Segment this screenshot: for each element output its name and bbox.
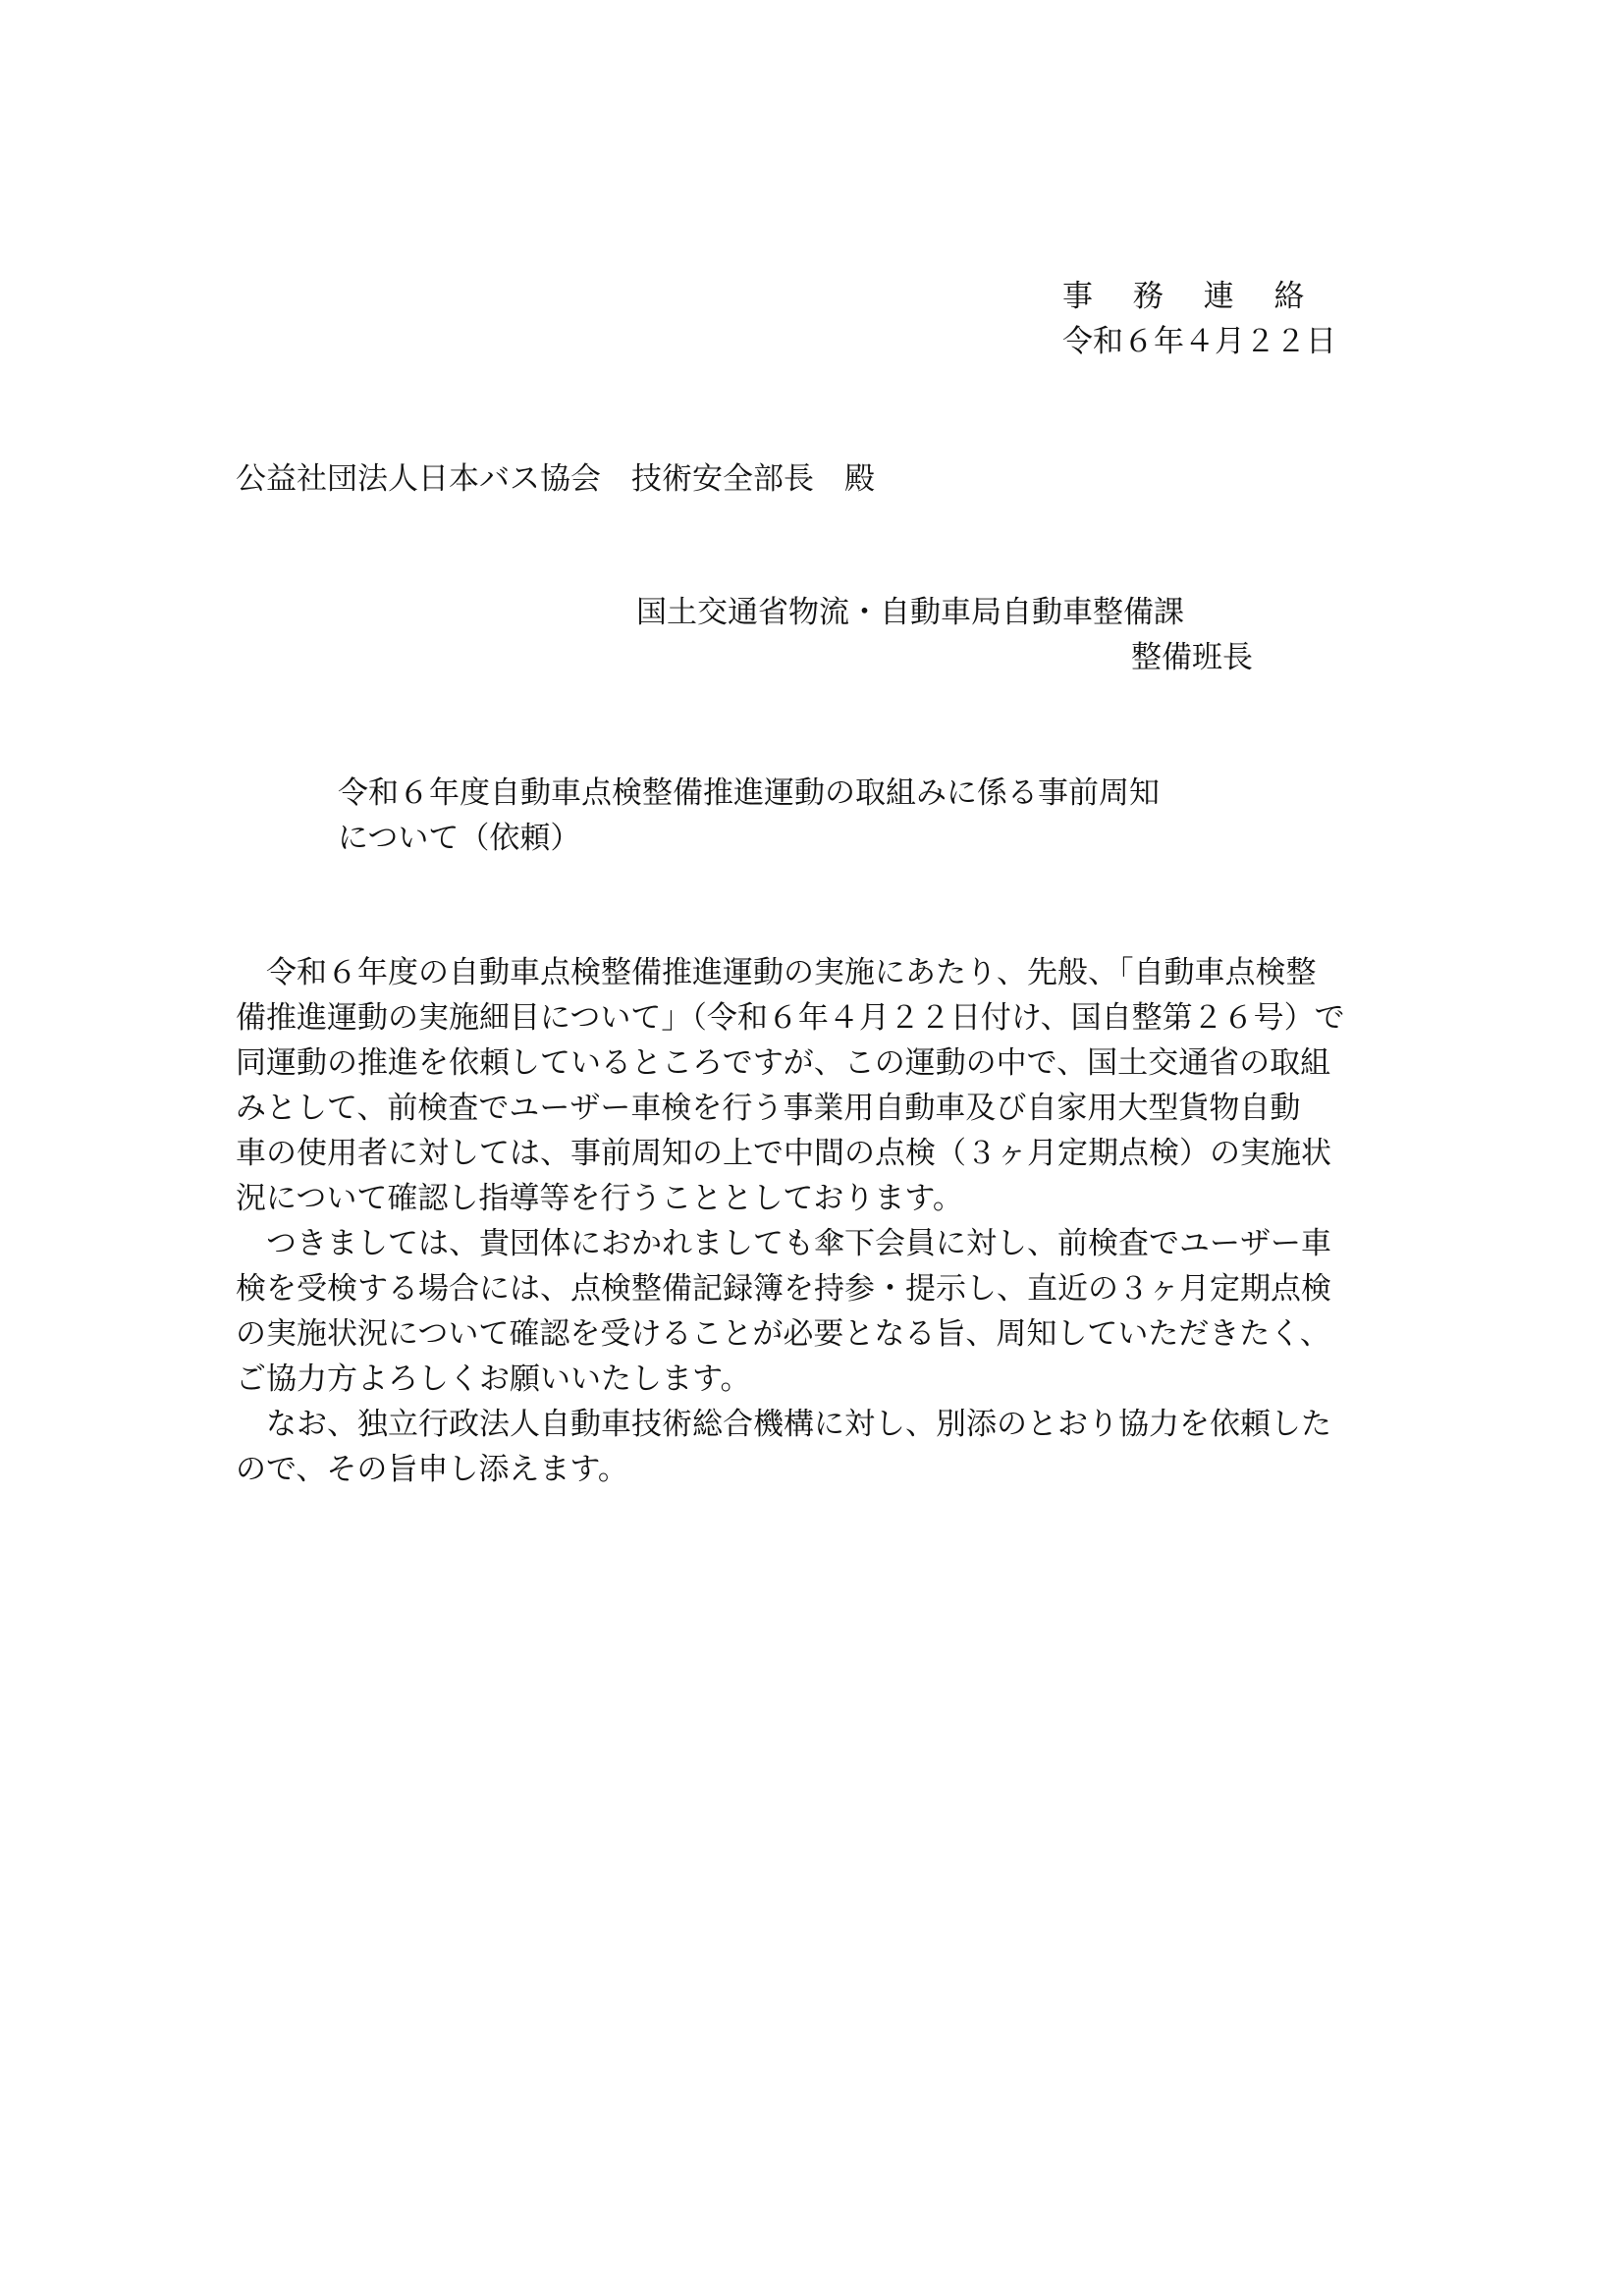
body-line: つきましては、貴団体におかれましても傘下会員に対し、前検査でユーザー車 [236, 1226, 1331, 1261]
body-line: 同運動の推進を依頼しているところですが、この運動の中で、国土交通省の取組 [236, 1045, 1331, 1081]
body-line: ご協力方よろしくお願いいたします。 [236, 1362, 751, 1397]
body-line: 検を受検する場合には、点検整備記録簿を持参・提示し、直近の３ヶ月定期点検 [236, 1271, 1331, 1307]
sender-title: 整備班長 [1131, 640, 1253, 675]
sender-organization: 国土交通省物流・自動車局自動車整備課 [636, 595, 1184, 630]
body-line: 備推進運動の実施細目について」（令和６年４月２２日付け、国自整第２６号）で [236, 1000, 1345, 1036]
subject-line-2: について（依頼） [338, 821, 581, 856]
body-line: 車の使用者に対しては、事前周知の上で中間の点検（３ヶ月定期点検）の実施状 [236, 1136, 1331, 1171]
document-date: 令和６年４月２２日 [1062, 324, 1336, 359]
body-text [236, 950, 1414, 1492]
body-line: ので、その旨申し添えます。 [236, 1452, 628, 1487]
addressee: 公益社団法人日本バス協会 技術安全部長 殿 [236, 461, 875, 497]
body-line: 令和６年度の自動車点検整備推進運動の実施にあたり、先般、「自動車点検整 [236, 955, 1317, 990]
body-line: なお、独立行政法人自動車技術総合機構に対し、別添のとおり協力を依頼した [236, 1407, 1331, 1442]
body-line: 況について確認し指導等を行うこととしております。 [236, 1181, 963, 1216]
subject-line-1: 令和６年度自動車点検整備推進運動の取組みに係る事前周知 [338, 775, 1160, 811]
body-line: の実施状況について確認を受けることが必要となる旨、周知していただきたく、 [236, 1316, 1330, 1352]
document-type-label: 事 務 連 絡 [1062, 279, 1305, 314]
body-line: みとして、前検査でユーザー車検を行う事業用自動車及び自家用大型貨物自動 [236, 1091, 1301, 1126]
